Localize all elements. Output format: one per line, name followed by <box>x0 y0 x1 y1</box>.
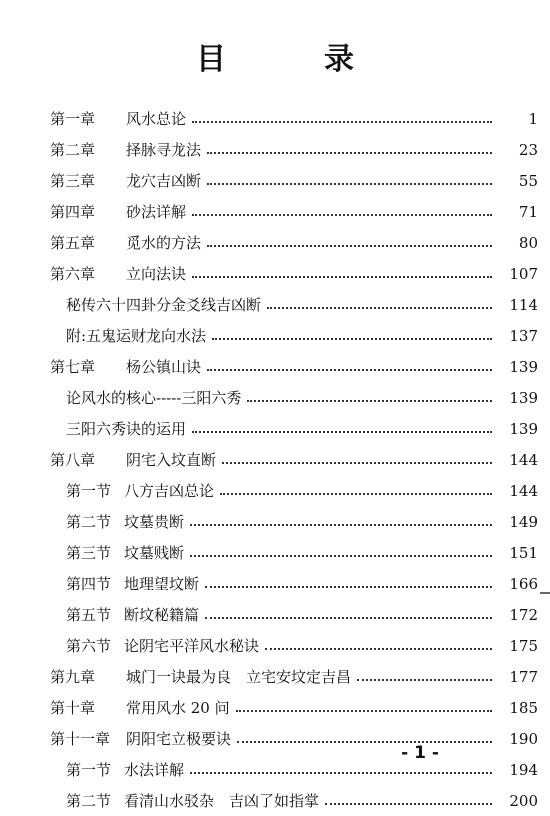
table-of-contents <box>0 103 550 816</box>
toc-entry[interactable] <box>0 785 550 816</box>
toc-entry[interactable] <box>0 692 550 723</box>
toc-entry-page: 55 <box>518 171 538 190</box>
toc-entry-title: 附:五鬼运财龙向水法 <box>66 326 207 345</box>
dot-leader <box>212 337 492 340</box>
dot-leader <box>247 399 492 402</box>
margin-mark <box>540 592 550 594</box>
page-title: 目 录 <box>196 42 388 77</box>
toc-entry-title: 城门一诀最为良 立宅安坟定吉昌 <box>126 667 352 686</box>
dot-leader <box>357 678 492 681</box>
toc-entry[interactable] <box>0 475 550 506</box>
toc-entry-number: 第三节 <box>66 543 112 562</box>
toc-entry-number: 第十一章 <box>50 729 111 748</box>
toc-entry-number: 第五节 <box>66 605 112 624</box>
toc-entry-title: 秘传六十四卦分金爻线吉凶断 <box>66 295 262 314</box>
toc-entry[interactable] <box>0 320 550 351</box>
toc-entry-number: 第三章 <box>50 171 96 190</box>
toc-entry-title: 坟墓贱断 <box>124 543 185 562</box>
toc-entry-title: 风水总论 <box>126 109 187 128</box>
toc-entry-title: 论阴宅平洋风水秘诀 <box>124 636 260 655</box>
dot-leader <box>192 430 492 433</box>
toc-entry-label <box>66 636 259 656</box>
dot-leader <box>207 368 492 371</box>
toc-entry-label <box>50 202 186 222</box>
toc-entry[interactable] <box>0 227 550 258</box>
toc-entry-label <box>66 543 184 563</box>
toc-entry-page: 151 <box>509 543 538 562</box>
toc-entry-label <box>50 357 201 377</box>
toc-entry-label <box>66 512 184 532</box>
toc-entry-number: 第七章 <box>50 357 96 376</box>
toc-entry[interactable] <box>0 382 550 413</box>
toc-entry-title: 立向法诀 <box>126 264 187 283</box>
dot-leader <box>325 802 492 805</box>
dot-leader <box>267 306 492 309</box>
toc-entry[interactable] <box>0 506 550 537</box>
toc-entry-title: 看清山水驳杂 吉凶了如指掌 <box>124 791 320 810</box>
dot-leader <box>190 771 492 774</box>
dot-leader <box>192 213 492 216</box>
toc-entry-title: 杨公镇山诀 <box>126 357 202 376</box>
toc-entry[interactable] <box>0 599 550 630</box>
toc-entry-title: 地理望坟断 <box>124 574 200 593</box>
toc-entry-number: 第二节 <box>66 512 112 531</box>
dot-leader <box>207 182 492 185</box>
toc-entry-label <box>50 667 351 687</box>
toc-entry-page: 107 <box>509 264 538 283</box>
toc-entry-label <box>66 605 199 625</box>
toc-entry-number: 第六章 <box>50 264 96 283</box>
toc-entry-page: 200 <box>509 791 538 810</box>
toc-entry-page: 139 <box>509 357 538 376</box>
toc-entry[interactable] <box>0 537 550 568</box>
toc-entry-title: 水法详解 <box>124 760 185 779</box>
toc-entry-label <box>66 388 241 408</box>
toc-entry[interactable] <box>0 661 550 692</box>
toc-entry[interactable] <box>0 413 550 444</box>
dot-leader <box>190 554 492 557</box>
toc-entry-label <box>50 264 186 284</box>
toc-entry-label <box>66 791 319 811</box>
toc-entry-number: 第二章 <box>50 140 96 159</box>
toc-entry-label <box>66 295 261 315</box>
toc-entry[interactable] <box>0 444 550 475</box>
toc-entry-title: 三阳六秀诀的运用 <box>66 419 187 438</box>
toc-entry-title: 阴宅入坟直断 <box>126 450 217 469</box>
toc-entry-number: 第四节 <box>66 574 112 593</box>
toc-entry-number: 第一节 <box>66 760 112 779</box>
toc-entry-page: 1 <box>528 109 538 128</box>
dot-leader <box>220 492 492 495</box>
toc-entry-page: 144 <box>509 450 538 469</box>
toc-entry-number: 第四章 <box>50 202 96 221</box>
toc-entry[interactable] <box>0 196 550 227</box>
toc-entry-title: 龙穴吉凶断 <box>126 171 202 190</box>
toc-entry-title: 论风水的核心-----三阳六秀 <box>66 388 242 407</box>
toc-entry-title: 八方吉凶总论 <box>124 481 215 500</box>
toc-entry-page: 71 <box>518 202 538 221</box>
dot-leader <box>205 616 492 619</box>
toc-entry-page: 177 <box>509 667 538 686</box>
toc-entry-page: 114 <box>509 295 538 314</box>
dot-leader <box>207 151 492 154</box>
toc-entry-label <box>66 481 214 501</box>
toc-entry-number: 第八章 <box>50 450 96 469</box>
dot-leader <box>190 523 492 526</box>
toc-entry-page: 149 <box>509 512 538 531</box>
toc-entry-page: 139 <box>509 388 538 407</box>
dot-leader <box>192 275 492 278</box>
toc-entry-page: 172 <box>509 605 538 624</box>
toc-entry-number: 第二节 <box>66 791 112 810</box>
toc-entry-number: 第一章 <box>50 109 96 128</box>
toc-entry-label <box>50 450 216 470</box>
toc-entry-page: 137 <box>509 326 538 345</box>
toc-entry[interactable] <box>0 258 550 289</box>
toc-entry-title: 坟墓贵断 <box>124 512 185 531</box>
toc-entry[interactable] <box>0 165 550 196</box>
toc-entry-page: 166 <box>509 574 538 593</box>
toc-entry-title: 择脉寻龙法 <box>126 140 202 159</box>
dot-leader <box>192 120 492 123</box>
toc-entry-title: 阴阳宅立极要诀 <box>126 729 232 748</box>
toc-entry-title: 断坟秘籍篇 <box>124 605 200 624</box>
toc-entry[interactable] <box>0 103 550 134</box>
toc-entry-title: 常用风水 20 问 <box>126 698 230 717</box>
toc-entry-page: 194 <box>509 760 538 779</box>
toc-entry-page: 80 <box>518 233 538 252</box>
toc-entry[interactable] <box>0 351 550 382</box>
toc-entry-number: 第一节 <box>66 481 112 500</box>
toc-entry-label <box>50 140 201 160</box>
toc-entry-label <box>50 171 201 191</box>
toc-entry-label <box>66 419 186 439</box>
toc-entry-label <box>66 326 206 346</box>
dot-leader <box>222 461 492 464</box>
toc-entry-page: 185 <box>509 698 538 717</box>
toc-entry[interactable] <box>0 134 550 165</box>
dot-leader <box>207 244 492 247</box>
toc-entry-label <box>66 574 199 594</box>
toc-entry-title: 觅水的方法 <box>126 233 202 252</box>
dot-leader <box>265 647 492 650</box>
dot-leader <box>236 709 492 712</box>
toc-entry[interactable] <box>0 568 550 599</box>
toc-entry-label <box>50 233 201 253</box>
toc-entry-number: 第十章 <box>50 698 96 717</box>
toc-entry[interactable] <box>0 630 550 661</box>
toc-entry-page: 144 <box>509 481 538 500</box>
page-number: - 1 - <box>401 743 439 763</box>
toc-entry[interactable] <box>0 289 550 320</box>
dot-leader <box>205 585 492 588</box>
toc-entry-number: 第九章 <box>50 667 96 686</box>
toc-entry-page: 139 <box>509 419 538 438</box>
toc-entry-label <box>50 109 186 129</box>
toc-entry-page: 190 <box>509 729 538 748</box>
toc-entry-label <box>50 698 230 718</box>
toc-entry-page: 175 <box>509 636 538 655</box>
toc-entry-number: 第五章 <box>50 233 96 252</box>
toc-entry-title: 砂法详解 <box>126 202 187 221</box>
toc-entry-number: 第六节 <box>66 636 112 655</box>
toc-entry-page: 23 <box>518 140 538 159</box>
